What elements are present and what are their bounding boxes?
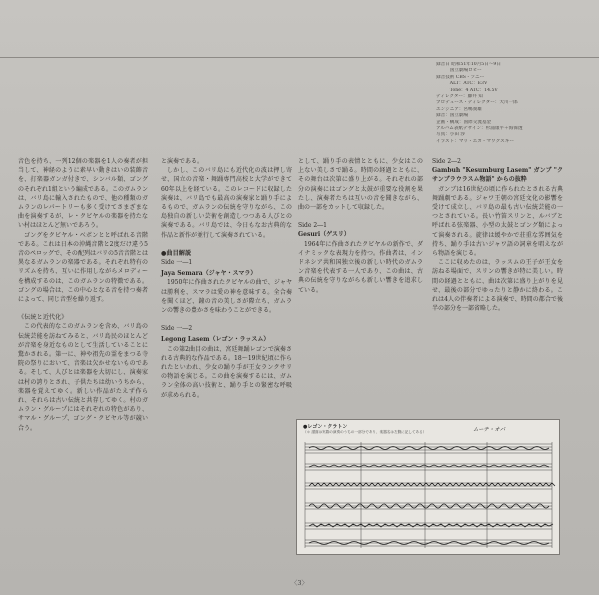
side-label: Side 一―2	[161, 325, 193, 333]
paragraph: 1964年に作曲されたクビヤルの新作で、ダイナミックな表現力を持つ。作曲者は、インドネシア共和国独立後の新しい時代のガムラン音楽を代表する一人であり、この曲は、古典の伝統を守りながらも新しい響きを追求している。	[298, 240, 423, 294]
credit-line: 国立劇場ロビー	[436, 68, 482, 74]
music-score-figure	[296, 419, 560, 555]
paragraph: ガンブは16世紀の頃に作られたとされる古典舞踊劇である。ジャワ王朝の宮廷文化の影響を受けて成立し、バリ島の最も古い伝統芸能の一つとされている。長い竹笛スリンと、ルバブと呼ばれる弦楽器、小型の太鼓とゴング類によって演奏される。旋律は緩やかで荘重な雰囲気を持ち、踊り手は古いジャワ語の詞章を唱えながら物語を演じる。	[432, 185, 563, 258]
side-label: Side 2―2	[432, 158, 461, 165]
track-title: Gesuri（ゲスリ）	[298, 231, 350, 239]
paragraph: 1950年に作曲されたクビヤルの曲で、ジャヤは勝利を、スマラは愛の神を意味する。全合奏を聞くほど、鐘の音の美しさが際立ち、ガムランの響きの豊かさを味わうことができる。	[161, 279, 292, 315]
track-title: Legong Lasem（レゴン・ラッスム）	[161, 336, 270, 344]
top-rule	[0, 57, 599, 58]
credit-line: 録音技術 CBS・ソニー	[436, 74, 485, 80]
credit-line: 録音日 昭和51年10月5日～9日	[436, 62, 501, 67]
paragraph: 音色を持ち、一列12個の楽器を1人の奏者が担当して、神経のように素早い動きはいの装飾音を、打楽器ガンガ付きで、シンバル類、ゴングのそれぞれ1組という編成である。このガムランは、バリ島に輸入されたもので、他の種類のガムランのレパートリーも多く受けてさまざまな曲を演奏するが、レ・クビヤルの楽器を持たない村はほとんど無いであろう。	[18, 158, 148, 230]
score-staves	[297, 420, 559, 554]
score-subtitle: （＊ 譜面は実際の演奏のうちの一部分であり、楽器名は左側に記してある）	[303, 430, 427, 434]
credit-line: アルバム表紙デザイン：杉浦康平＋海保透	[436, 126, 523, 132]
paragraph: として、踊り手の表情とともに、少女はこの上ない美しさで踊る。時間の経過とともに、その舞台は次第に盛り上がる。それぞれの部分の演奏にはゴングと太鼓が重要な役割を果たし、演奏者たちは互いの音を聞きながら、曲の一部をカットして収録した。	[298, 158, 423, 212]
column-4	[432, 157, 563, 313]
score-heading: ●レゴン・クラトン	[303, 424, 348, 430]
column-3	[298, 157, 423, 295]
paragraph: しかし、このバリ島にも近代化の波は押し寄せ、国立の音楽・舞踊専門高校と大学ができて60年以上を経ている。このレコードに収録した演奏は、バリ島でも最高の演奏家と踊り手によるもので、ガムランの伝統を守りながら、この島独自の新しい芸術を創造しつつある人びとの演奏である。バリ島では、今日もなお古典的な作品と新作が並行して演奏されている。	[161, 167, 292, 239]
page-number: 〈3〉	[290, 579, 309, 587]
credit-line: 企画・構成：国際交流基金	[436, 119, 492, 125]
paragraph: この代表的なこのガムランを含め、バリ島の伝統芸能を訪ねてみると、バリ島民のほとんどが音楽を身近なものとして生活していることに驚かされる。第一に、神や祖先の霊をまつる寺院の祭りにおいて、音楽は欠かせないものである。そして、人びとは楽器を大切にし、演奏家は村の誇りとされ、子供たちは幼いうちから、楽器を覚えてゆく。新しい作品がたえず作られ、それらは古い伝統と共存してゆく。村のガムラン・グループにはそれぞれの特色があり、サマル・グループ、ゴング・クビヤル等が競い合う。	[18, 323, 148, 432]
credit-line: 写真：小田 渉	[436, 132, 466, 138]
credit-line: プロデュース・ディレクター：大川一郎	[436, 100, 518, 106]
score-title: ムーチ・オバ	[473, 427, 505, 433]
track-title: Gambuh "Kesumburg Lasem" ガンブ "クサンブラウラスム物語" からの抜粋	[432, 167, 563, 184]
column-2	[161, 157, 292, 400]
paragraph: と演奏である。	[161, 158, 204, 165]
track-title: Jaya Semara（ジャヤ・スマラ）	[161, 270, 257, 278]
side-label: Side 2―1	[298, 222, 327, 230]
credit-line: Tone：4 ATC：14.5V	[436, 87, 498, 93]
credit-line: 録音：国立劇場	[436, 113, 469, 119]
credit-line: ディレクター：藤井 知	[436, 94, 483, 100]
section-heading: ●曲目解説	[161, 249, 192, 257]
side-label: Side 一―1	[161, 259, 193, 267]
paragraph: ゴングをクビヤル・ベボンとと呼ばれる音階である。これは日本の沖縄音階と2度だけ違う5音のペロッグで、その配列はバリの5音音階とは異なるガムランの楽器である。それぞれ特有のリズムを持ち、互いに作用しながらメロディーを構成するのは、このガムランの特徴である。ゴングの場合は、この中心となる音を持つ奏者によって、同じ音型を繰り返す。	[18, 231, 148, 304]
section-heading: 《伝統と近代化》	[18, 314, 68, 322]
paragraph: この第2曲目の曲は、宮廷舞踊レゴンで演奏される古典的な作品である。18～19世紀頃に作られたといわれ、少女の踊り手が王女ランクサリの物語を演じる。この曲を演奏するには、ガムラン全体の高い技術と、踊り手との緊密な呼吸が求められる。	[161, 345, 292, 399]
credits-block	[436, 62, 556, 145]
credit-line: エンジニア：宮嶋義雄	[436, 106, 482, 112]
paragraph: ここに収めたのは、ラッスムの王子が王女を訪ねる場面で、スリンの響きが特に美しい。時間の経過とともに、曲は次第に盛り上がりを見せ、最後の部分でゆったりと静かに終わる。これは4人の伴奏者による演奏で、時間の都合で後半の部分を一部省略した。	[432, 259, 563, 313]
credit-line: ALT：ATC：E3V	[436, 81, 488, 87]
column-1	[18, 157, 148, 433]
credit-line: イラスト：マリ・エカ・マワクスキー	[436, 138, 514, 144]
